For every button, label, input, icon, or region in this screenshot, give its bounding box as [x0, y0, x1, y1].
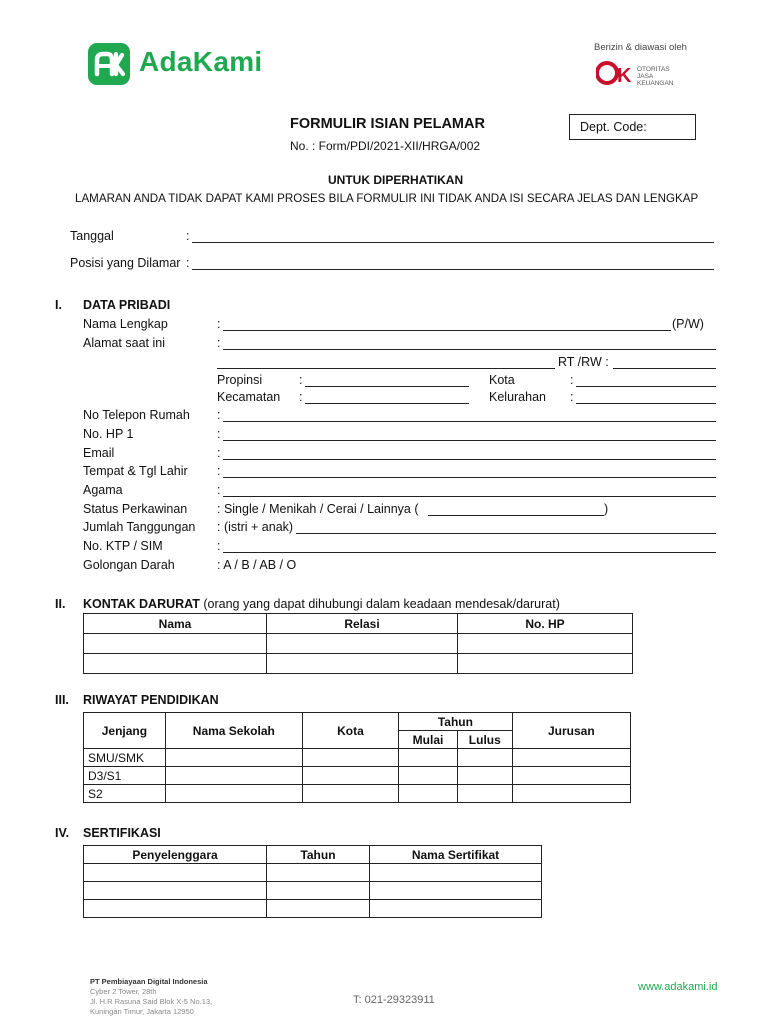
gender-label: (P/W)	[672, 317, 704, 331]
ktp-label: No. KTP / SIM	[83, 539, 163, 553]
rtrw-field[interactable]	[613, 368, 716, 369]
emergency-contact-table	[83, 613, 633, 674]
table-row[interactable]: D3/S1	[84, 767, 631, 785]
col-tahun: Tahun	[267, 846, 370, 864]
ojk-text: OTORITAS JASA KEUANGAN	[637, 66, 674, 87]
ttl-field[interactable]	[223, 477, 716, 478]
status-options: : Single / Menikah / Cerai / Lainnya (	[217, 502, 419, 516]
ktp-field[interactable]	[223, 552, 716, 553]
nama-label: Nama Lengkap	[83, 317, 168, 331]
col-jurusan: Jurusan	[512, 713, 630, 749]
email-field[interactable]	[223, 459, 716, 460]
col-nama: Nama	[84, 614, 267, 634]
propinsi-field[interactable]	[305, 386, 469, 387]
section-2-title: KONTAK DARURAT (orang yang dapat dihubungi dalam keadaan mendesak/darurat)	[83, 597, 560, 611]
col-penyelenggara: Penyelenggara	[84, 846, 267, 864]
section-4-title: SERTIFIKASI	[83, 826, 161, 840]
footer-website[interactable]: www.adakami.id	[638, 981, 718, 993]
certification-table	[83, 845, 542, 918]
section-1-title: DATA PRIBADI	[83, 298, 171, 312]
alamat-field-2[interactable]	[217, 368, 555, 369]
dept-code-box[interactable]: Dept. Code:	[569, 114, 696, 140]
table-row[interactable]	[84, 900, 542, 918]
col-nama-sertifikat: Nama Sertifikat	[370, 846, 542, 864]
section-4-number: IV.	[55, 826, 70, 840]
table-row[interactable]	[84, 634, 633, 654]
tanggal-label: Tanggal	[70, 229, 114, 243]
status-other-field[interactable]	[428, 515, 604, 516]
posisi-label: Posisi yang Dilamar	[70, 256, 181, 270]
goldar-options: : A / B / AB / O	[217, 558, 297, 572]
tanggungan-label: Jumlah Tanggungan	[83, 520, 196, 534]
hp-label: No. HP 1	[83, 427, 134, 441]
form-number: No. : Form/PDI/2021-XII/HRGA/002	[290, 139, 481, 153]
notice-title: UNTUK DIPERHATIKAN	[328, 173, 464, 187]
section-2-number: II.	[55, 597, 66, 611]
alamat-label: Alamat saat ini	[83, 336, 165, 350]
table-row[interactable]: SMU/SMK	[84, 749, 631, 767]
adakami-logo-icon	[88, 43, 130, 85]
kota-field[interactable]	[576, 386, 716, 387]
footer-address: PT Pembiayaan Digital Indonesia Cyber 2 Tower, 28th Jl. H.R Rasuna Said Blok X-5 No.13, Kuningan Timur, Jakarta 12950	[90, 977, 213, 1016]
col-tahun: Tahun	[399, 713, 513, 731]
svg-text:K: K	[617, 65, 632, 87]
form-title: FORMULIR ISIAN PELAMAR	[290, 116, 485, 132]
ojk-logo-icon	[596, 58, 636, 91]
col-nohp: No. HP	[458, 614, 633, 634]
kelurahan-label: Kelurahan	[489, 390, 546, 404]
table-row[interactable]: S2	[84, 785, 631, 803]
status-label: Status Perkawinan	[83, 502, 188, 516]
tanggal-field[interactable]	[192, 242, 714, 243]
kecamatan-label: Kecamatan	[217, 390, 281, 404]
col-sekolah: Nama Sekolah	[165, 713, 302, 749]
kecamatan-field[interactable]	[305, 403, 469, 404]
rtrw-label: RT /RW :	[558, 355, 609, 369]
telp-field[interactable]	[223, 421, 716, 422]
nama-field[interactable]	[223, 330, 671, 331]
notice-text: LAMARAN ANDA TIDAK DAPAT KAMI PROSES BILA FORMULIR INI TIDAK ANDA ISI SECARA JELAS DAN LENGKAP	[75, 192, 699, 205]
posisi-field[interactable]	[192, 269, 714, 270]
telp-label: No Telepon Rumah	[83, 408, 190, 422]
email-label: Email	[83, 446, 115, 460]
footer-phone: T: 021-29323911	[353, 994, 435, 1006]
tanggungan-field[interactable]	[296, 533, 716, 534]
tanggungan-hint: : (istri + anak)	[217, 520, 294, 534]
education-table	[83, 712, 631, 803]
col-kota: Kota	[302, 713, 398, 749]
kelurahan-field[interactable]	[576, 403, 716, 404]
alamat-field-1[interactable]	[223, 349, 716, 350]
table-row[interactable]	[84, 864, 542, 882]
regulator-caption: Berizin & diawasi oleh	[594, 42, 687, 53]
hp-field[interactable]	[223, 440, 716, 441]
ttl-label: Tempat & Tgl Lahir	[83, 464, 188, 478]
table-row[interactable]	[84, 882, 542, 900]
brand-name: AdaKami	[139, 46, 263, 77]
table-row[interactable]	[84, 654, 633, 674]
col-mulai: Mulai	[399, 731, 458, 749]
agama-label: Agama	[83, 483, 123, 497]
kota-label: Kota	[489, 373, 515, 387]
agama-field[interactable]	[223, 496, 716, 497]
propinsi-label: Propinsi	[217, 373, 263, 387]
col-relasi: Relasi	[267, 614, 458, 634]
section-1-number: I.	[55, 298, 62, 312]
section-3-number: III.	[55, 693, 69, 707]
goldar-label: Golongan Darah	[83, 558, 175, 572]
section-3-title: RIWAYAT PENDIDIKAN	[83, 693, 219, 707]
col-lulus: Lulus	[457, 731, 512, 749]
col-jenjang: Jenjang	[84, 713, 166, 749]
